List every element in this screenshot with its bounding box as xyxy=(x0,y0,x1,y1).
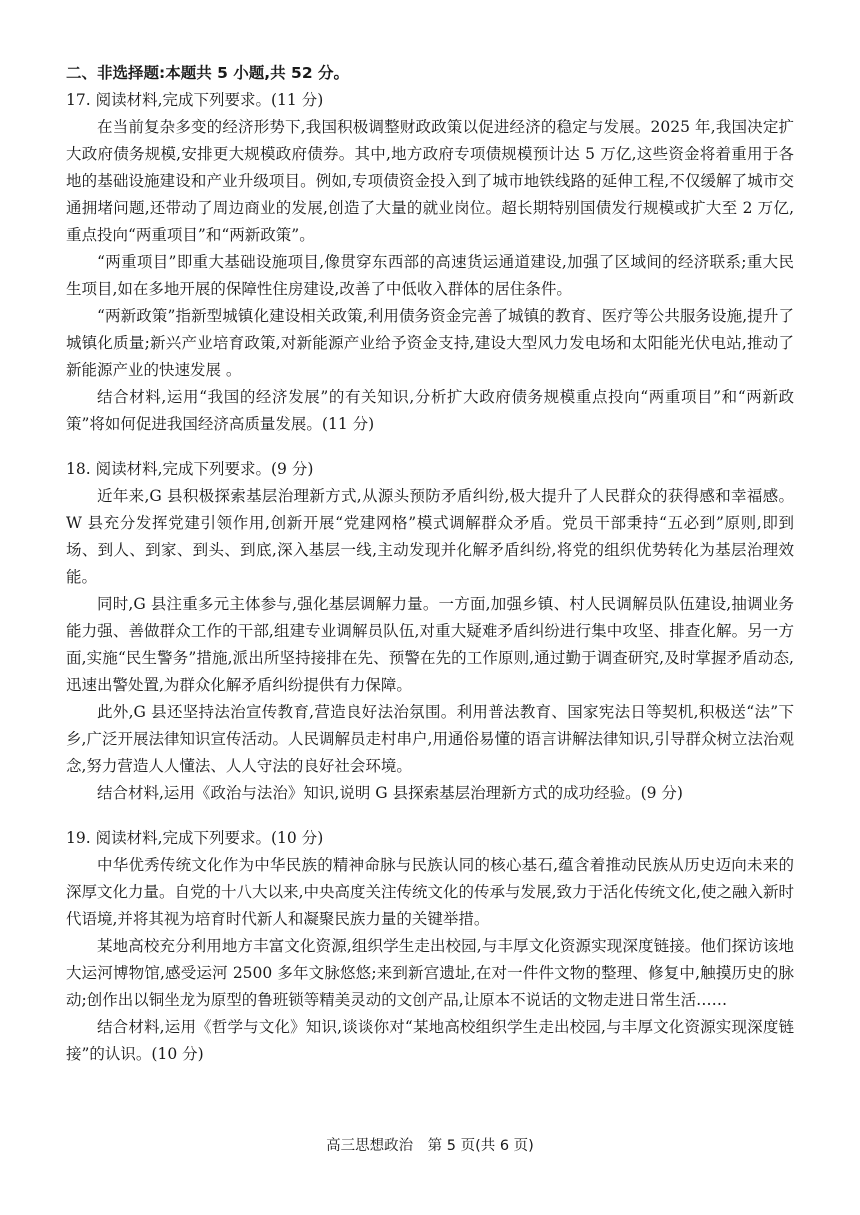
material-paragraph: 某地高校充分利用地方丰富文化资源,组织学生走出校园,与丰厚文化资源实现深度链接。他们探访该地大运河博物馆,感受运河 2500 多年文脉悠悠;来到新宫遗址,在对一件件文物的整理、修复中,触摸历史的脉动;创作出以铜坐龙为原型的鲁班锁等精美灵动的文创产品,让原本不说话的文物走进日常生活…… xyxy=(66,937,794,1009)
material-paragraph: “两新政策”指新型城镇化建设相关政策,利用债务资金完善了城镇的教育、医疗等公共服务设施,提升了城镇化质量;新兴产业培育政策,对新能源产业给予资金支持,建设大型风力发电场和太阳能光伏电站,推动了新能源产业的快速发展 。 xyxy=(66,307,794,379)
question-head: 18. 阅读材料,完成下列要求。(9 分) xyxy=(66,460,314,478)
material-paragraph: 中华优秀传统文化作为中华民族的精神命脉与民族认同的核心基石,蕴含着推动民族从历史迈向未来的深厚文化力量。自党的十八大以来,中央高度关注传统文化的传承与发展,致力于活化传统文化,使之融入新时代语境,并将其视为培育时代新人和凝聚民族力量的关键举措。 xyxy=(66,856,794,928)
page-footer: 高三思想政治 第 5 页(共 6 页) xyxy=(326,1138,534,1154)
material-paragraph: “两重项目”即重大基础设施项目,像贯穿东西部的高速货运通道建设,加强了区域间的经济联系;重大民生项目,如在多地开展的保障性住房建设,改善了中低收入群体的居住条件。 xyxy=(66,253,794,298)
question-19 xyxy=(66,825,794,1068)
material-paragraph: 同时,G 县注重多元主体参与,强化基层调解力量。一方面,加强乡镇、村人民调解员队伍建设,抽调业务能力强、善做群众工作的干部,组建专业调解员队伍,对重大疑难矛盾纠纷进行集中攻坚、排查化解。另一方面,实施“民生警务”措施,派出所坚持接排在先、预警在先的工作原则,通过勤于调查研究,及时掌握矛盾动态,迅速出警处置,为群众化解矛盾纠纷提供有力保障。 xyxy=(66,595,794,694)
material-paragraph: 在当前复杂多变的经济形势下,我国积极调整财政政策以促进经济的稳定与发展。2025 年,我国决定扩大政府债务规模,安排更大规模政府债券。其中,地方政府专项债规模预计达 5 万亿,这些资金将着重用于各地的基础设施建设和产业升级项目。例如,专项债资金投入到了城市地铁线路的延伸工程,不仅缓解了城市交通拥堵问题,还带动了周边商业的发展,创造了大量的就业岗位。超长期特别国债发行规模或扩大至 2 万亿,重点投向“两重项目”和“两新政策”。 xyxy=(66,118,794,244)
question-17 xyxy=(66,87,794,438)
material-paragraph: 近年来,G 县积极探索基层治理新方式,从源头预防矛盾纠纷,极大提升了人民群众的获得感和幸福感。W 县充分发挥党建引领作用,创新开展“党建网格”模式调解群众矛盾。党员干部秉持“五必到”原则,即到场、到人、到家、到头、到底,深入基层一线,主动发现并化解矛盾纠纷,将党的组织优势转化为基层治理效能。 xyxy=(66,487,794,586)
question-head: 19. 阅读材料,完成下列要求。(10 分) xyxy=(66,829,324,847)
material-paragraph: 此外,G 县还坚持法治宣传教育,营造良好法治氛围。利用普法教育、国家宪法日等契机,积极送“法”下乡,广泛开展法律知识宣传活动。人民调解员走村串户,用通俗易懂的语言讲解法律知识,引导群众树立法治观念,努力营造人人懂法、人人守法的良好社会环境。 xyxy=(66,703,794,775)
question-18 xyxy=(66,456,794,807)
question-task: 结合材料,运用《哲学与文化》知识,谈谈你对“某地高校组织学生走出校园,与丰厚文化资源实现深度链接”的认识。(10 分) xyxy=(66,1018,794,1063)
section-title: 二、非选择题:本题共 5 小题,共 52 分。 xyxy=(66,64,350,82)
question-head: 17. 阅读材料,完成下列要求。(11 分) xyxy=(66,91,324,109)
question-task: 结合材料,运用《政治与法治》知识,说明 G 县探索基层治理新方式的成功经验。(9 分) xyxy=(97,784,683,802)
question-task: 结合材料,运用“我国的经济发展”的有关知识,分析扩大政府债务规模重点投向“两重项目”和“两新政策”将如何促进我国经济高质量发展。(11 分) xyxy=(66,388,794,433)
